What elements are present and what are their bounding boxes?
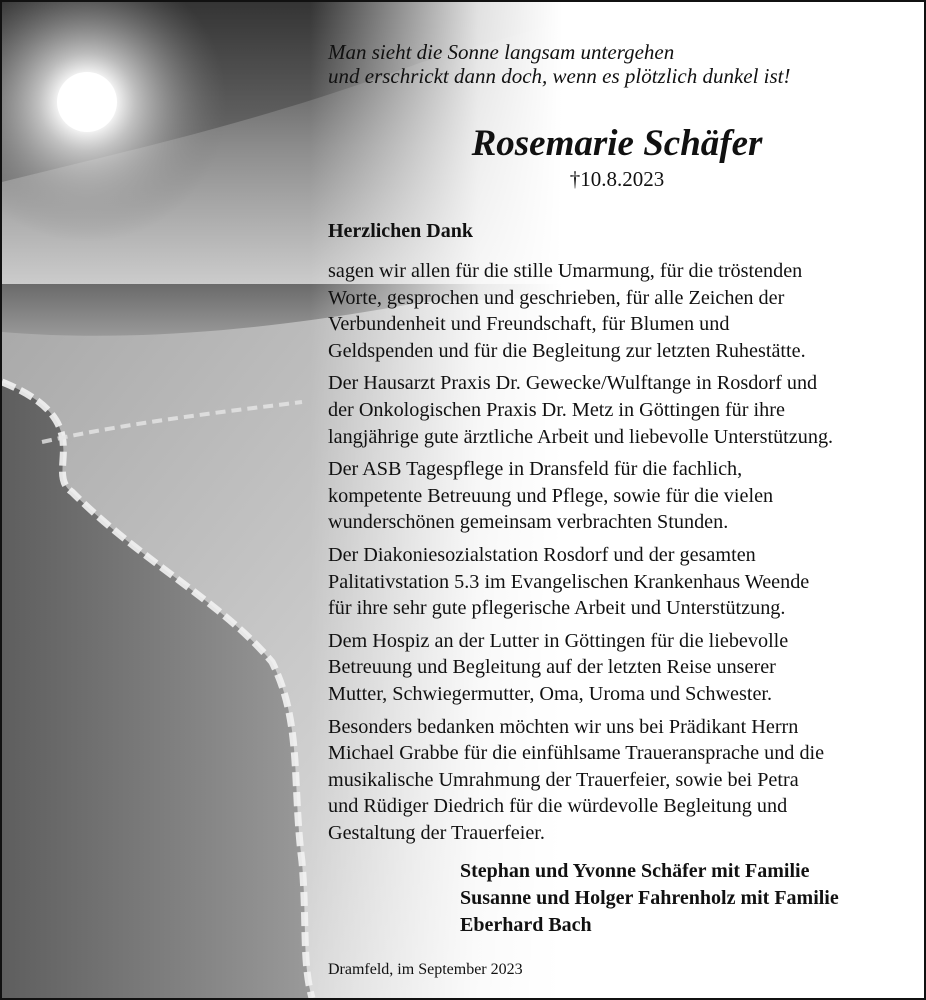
signer: Stephan und Yvonne Schäfer mit Familie [460, 860, 810, 882]
text-line: langjährige gute ärztliche Arbeit und liebevolle Unterstützung. [328, 425, 834, 448]
signer: Susanne und Holger Fahrenholz mit Familie [460, 887, 839, 909]
text-line: Betreuung und Begleitung auf der letzten Reise unserer [328, 656, 776, 679]
text-line: sagen wir allen für die stille Umarmung, für die tröstenden [328, 260, 803, 282]
paragraph [328, 456, 913, 536]
paragraph [328, 628, 913, 708]
text-line: kompetente Betreuung und Pflege, sowie für die vielen [328, 484, 774, 507]
signer: Eberhard Bach [460, 914, 592, 936]
text-line: Dem Hospiz an der Lutter in Göttingen für die liebevolle [328, 629, 789, 652]
deceased-name: Rosemarie Schäfer [471, 123, 763, 164]
text-line: Der ASB Tagespflege in Dransfeld für die fachlich, [328, 458, 743, 481]
text-line: Michael Grabbe für die einfühlsame Traueransprache und die [328, 742, 825, 765]
thanks-heading: Herzlichen Dank [328, 220, 473, 242]
motto-line: und erschrickt dann doch, wenn es plötzlich dunkel ist! [328, 64, 791, 88]
text-line: Verbundenheit und Freundschaft, für Blumen und [328, 313, 730, 336]
paragraph [328, 542, 913, 622]
text-line: Geldspenden und für die Begleitung zur letzten Ruhestätte. [328, 339, 806, 362]
text-line: Gestaltung der Trauerfeier. [328, 821, 545, 844]
text-line: Der Hausarzt Praxis Dr. Gewecke/Wulftange in Rosdorf und [328, 372, 818, 395]
paragraph [328, 714, 913, 847]
text-line: und Rüdiger Diedrich für die würdevolle Begleitung und [328, 795, 788, 818]
signers-list [460, 858, 839, 939]
text-line: für ihre sehr gute pflegerische Arbeit und Unterstützung. [328, 597, 786, 620]
place-date: Dramfeld, im September 2023 [328, 961, 523, 978]
motto-line: Man sieht die Sonne langsam untergehen [328, 40, 675, 64]
text-line: Besonders bedanken möchten wir uns bei Prädikant Herrn [328, 715, 799, 738]
death-date: †10.8.2023 [569, 167, 665, 191]
text-line: wunderschönen gemeinsam verbrachten Stunden. [328, 511, 729, 534]
paragraph [328, 370, 913, 450]
text-line: Der Diakoniesozialstation Rosdorf und der gesamten [328, 543, 756, 566]
text-line: Worte, gesprochen und geschrieben, für alle Zeichen der [328, 286, 785, 309]
text-line: Mutter, Schwiegermutter, Oma, Uroma und Schwester. [328, 682, 773, 705]
paragraph [328, 258, 913, 364]
thanks-body [328, 258, 913, 852]
text-line: Palitativstation 5.3 im Evangelischen Krankenhaus Weende [328, 570, 810, 593]
motto-quote [328, 40, 908, 88]
text-line: der Onkologischen Praxis Dr. Metz in Göttingen für ihre [328, 398, 785, 421]
text-line: musikalische Umrahmung der Trauerfeier, sowie bei Petra [328, 768, 799, 791]
